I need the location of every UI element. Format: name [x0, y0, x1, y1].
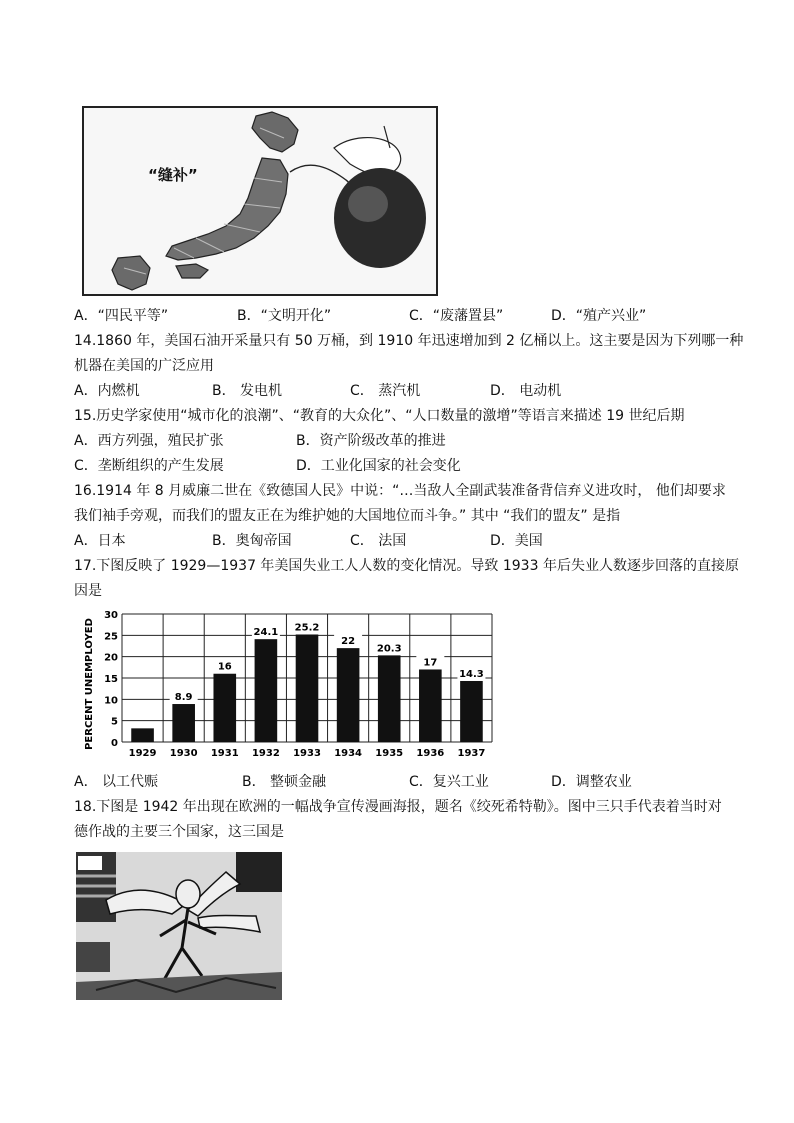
- y-tick-label: 0: [111, 738, 118, 749]
- q13-option-d[interactable]: D．“殖产兴业”: [551, 308, 647, 324]
- data-label: 24.1: [253, 627, 279, 639]
- q13-options: [74, 307, 724, 325]
- poster-illustration: [76, 852, 282, 1000]
- q15-stem-line1: 15.历史学家使用“城市化的浪潮”、“教育的大众化”、“人口数量的激增”等语言来描述 19 世纪后期: [74, 408, 685, 424]
- q17-option-c[interactable]: C．复兴工业: [409, 774, 489, 790]
- bar: [460, 681, 483, 742]
- bar: [419, 669, 442, 742]
- x-tick-label: 1937: [457, 748, 486, 759]
- q16-options: [74, 532, 724, 550]
- x-tick-label: 1932: [251, 748, 280, 759]
- unemployment-chart: [78, 600, 523, 768]
- q17-option-b[interactable]: B． 整顿金融: [242, 774, 327, 790]
- q15-option-a[interactable]: A．西方列强，殖民扩张: [74, 433, 224, 449]
- bar: [255, 639, 278, 742]
- data-label: 16: [217, 661, 232, 673]
- bar: [296, 634, 319, 742]
- q15-option-c[interactable]: C．垄断组织的产生发展: [74, 458, 224, 474]
- data-label: 8.9: [174, 692, 193, 704]
- q16-option-d[interactable]: D．美国: [490, 533, 543, 549]
- q14-stem-line2: 机器在美国的广泛应用: [74, 358, 214, 374]
- data-label: 17: [423, 657, 438, 669]
- wartime-poster-image: [76, 852, 282, 1000]
- q18-stem-line1: 18.下图是 1942 年出现在欧洲的一幅战争宣传漫画海报，题名《绞死希特勒》。图中三只手代表着当时对: [74, 799, 722, 815]
- q13-option-b[interactable]: B．“文明开化”: [237, 308, 332, 324]
- data-label: 20.3: [376, 643, 402, 655]
- y-tick-label: 10: [104, 695, 118, 707]
- q17-stem-line1: 17.下图反映了 1929—1937 年美国失业工人人数的变化情况。导致 1933 年后失业人数逐步回落的直接原: [74, 558, 739, 574]
- x-tick-label: 1930: [169, 748, 198, 759]
- q15-option-d[interactable]: D．工业化国家的社会变化: [296, 458, 461, 474]
- bar: [172, 704, 195, 742]
- q14-option-c[interactable]: C． 蒸汽机: [350, 383, 421, 399]
- map-label: “缝补”: [148, 166, 198, 184]
- q17-option-a[interactable]: A． 以工代赈: [74, 774, 159, 790]
- bar: [378, 655, 401, 742]
- q17-options: [74, 773, 724, 791]
- q16-option-a[interactable]: A．日本: [74, 533, 126, 549]
- q14-stem-line1: 14.1860 年，美国石油开采量只有 50 万桶，到 1910 年迅速增加到 2 亿桶以上。这主要是因为下列哪一种: [74, 333, 744, 349]
- q15-options-row1: [74, 432, 724, 450]
- y-tick-label: 30: [104, 610, 118, 621]
- q15-option-b[interactable]: B．资产阶级改革的推进: [296, 433, 446, 449]
- unemployment-bar-chart: [78, 600, 523, 768]
- y-tick-label: 25: [104, 631, 118, 643]
- data-label: 22: [341, 636, 356, 648]
- q14-options: [74, 382, 724, 400]
- japan-map-illustration: [84, 108, 436, 294]
- japan-map-figure: [82, 106, 438, 296]
- data-label: 14.3: [459, 668, 484, 680]
- q14-option-d[interactable]: D． 电动机: [490, 383, 562, 399]
- q16-stem-line1: 16.1914 年 8 月威廉二世在《致德国人民》中说：“…当敌人全副武装准备背信弃义进攻时， 他们却要求: [74, 483, 726, 499]
- q13-option-a[interactable]: A．“四民平等”: [74, 308, 169, 324]
- q16-option-b[interactable]: B．奥匈帝国: [212, 533, 292, 549]
- q16-option-c[interactable]: C． 法国: [350, 533, 407, 549]
- y-axis-label: PERCENT UNEMPLOYED: [84, 618, 95, 750]
- x-tick-label: 1929: [128, 748, 157, 759]
- x-tick-label: 1935: [375, 748, 404, 759]
- y-tick-label: 5: [111, 716, 118, 728]
- bar: [337, 648, 360, 742]
- bar: [131, 728, 154, 742]
- x-tick-label: 1931: [210, 748, 239, 759]
- x-tick-label: 1936: [416, 748, 445, 759]
- y-tick-label: 15: [104, 674, 118, 685]
- q17-stem-line2: 因是: [74, 583, 102, 599]
- q14-option-a[interactable]: A．内燃机: [74, 383, 140, 399]
- x-tick-label: 1933: [293, 748, 321, 759]
- q14-option-b[interactable]: B． 发电机: [212, 383, 283, 399]
- q15-options-row2: [74, 457, 724, 475]
- bar: [213, 674, 236, 742]
- q16-stem-line2: 我们袖手旁观，而我们的盟友正在为维护她的大国地位而斗争。” 其中 “我们的盟友” 是指: [74, 508, 621, 524]
- y-tick-label: 20: [104, 652, 118, 664]
- q18-stem-line2: 德作战的主要三个国家，这三国是: [74, 824, 284, 840]
- data-label: 25.2: [294, 622, 320, 634]
- q17-option-d[interactable]: D．调整农业: [551, 774, 632, 790]
- q13-option-c[interactable]: C．“废藩置县”: [409, 308, 504, 324]
- x-tick-label: 1934: [334, 748, 363, 759]
